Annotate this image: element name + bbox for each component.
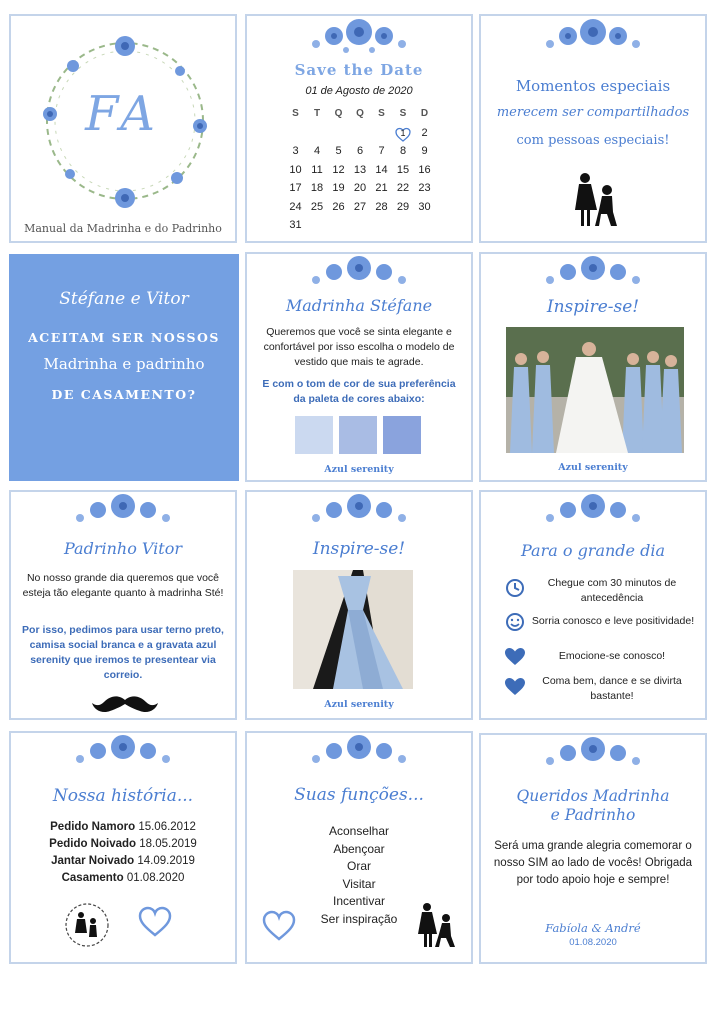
color-swatch (339, 416, 377, 454)
historia-row: Pedido Namoro 15.06.2012 (50, 821, 196, 833)
madrinha-text-blue: E com o tom de cor de sua preferência da paleta de cores abaixo: (262, 378, 456, 405)
calendar-day: 3 (292, 145, 299, 157)
calendar-weekday: Q (356, 108, 364, 119)
historia-row: Casamento 01.08.2020 (61, 872, 185, 884)
calendar-weekday: S (399, 108, 407, 119)
flower-cluster-icon (304, 16, 414, 60)
queridos-title-1: Queridos Madrinha (516, 787, 670, 805)
calendar-day: 9 (421, 145, 428, 157)
list-item: Orar (347, 859, 371, 873)
calendar-day: 31 (289, 219, 302, 231)
historia-card (9, 731, 237, 964)
padrinho-title: Padrinho Vitor (63, 539, 183, 558)
funcoes-card (245, 731, 473, 964)
calendar-day: 22 (396, 182, 410, 194)
heart-outline-icon (261, 909, 297, 943)
calendar-weekday: D (420, 108, 429, 119)
calendar-day: 14 (375, 163, 388, 176)
calendar-day: 26 (332, 200, 345, 213)
color-swatch (383, 416, 421, 454)
queridos-date: 01.08.2020 (569, 937, 617, 948)
moments-line-2: merecem ser compartilhados (496, 105, 690, 120)
calendar-day: 10 (289, 163, 302, 176)
moments-card (479, 14, 707, 243)
flower-cluster-icon (68, 492, 178, 532)
flower-cluster-icon (538, 735, 648, 775)
madrinha-text: Queremos que você se sinta elegante e confortável por isso escolha o modelo de vestido que mais te agrade. (263, 326, 455, 368)
calendar-day: 24 (289, 200, 302, 213)
flower-cluster-icon (304, 733, 414, 773)
calendar-day: 16 (418, 163, 431, 176)
list-item: Visitar (342, 876, 376, 891)
clock-icon (505, 578, 525, 598)
inspire-tie-card (245, 490, 473, 720)
monogram-initials: FA (85, 86, 161, 142)
heart-icon (504, 677, 526, 697)
proposal-silhouette-icon (573, 170, 619, 230)
smile-icon (505, 612, 525, 632)
funcoes-title: Suas funções... (294, 785, 424, 805)
heart-outline-icon (137, 905, 173, 939)
monogram-caption: Manual da Madrinha e do Padrinho (24, 222, 222, 235)
flower-cluster-icon (538, 16, 648, 60)
invite-names: Stéfane e Vitor (59, 289, 189, 309)
calendar-day: 23 (418, 182, 431, 194)
calendar-card (245, 14, 473, 243)
inspire-dress-label: Azul serenity (558, 462, 628, 473)
flower-cluster-icon (538, 254, 648, 294)
flower-cluster-icon (538, 492, 648, 532)
historia-list (11, 819, 235, 887)
inspire-dress-card (479, 252, 707, 482)
grande-dia-card (479, 490, 707, 720)
calendar-day: 12 (332, 163, 345, 176)
calendar-day: 7 (378, 145, 385, 157)
flower-cluster-icon (304, 254, 414, 294)
moments-line-3: com pessoas especiais! (516, 133, 670, 148)
padrinho-text-blue: Por isso, pedimos para usar terno preto, camisa social branca e a gravata azul serenity que iremos te presentear via correio. (22, 624, 224, 681)
madrinha-card (245, 252, 473, 482)
calendar-weekday: Q (334, 108, 343, 119)
calendar-weekday: S (378, 108, 385, 119)
calendar-day: 8 (399, 145, 407, 157)
grande-dia-title: Para o grande dia (520, 541, 665, 560)
queridos-card (479, 733, 707, 964)
grande-dia-item-1: Chegue com 30 minutos de antecedência (547, 577, 677, 604)
calendar-day: 30 (418, 200, 431, 213)
calendar-day: 19 (332, 182, 345, 194)
list-item: Abençoar (333, 841, 385, 856)
calendar-day: 27 (353, 200, 367, 213)
list-item: Ser inspiração (320, 911, 398, 926)
heart-icon (504, 647, 526, 667)
calendar-day: 11 (311, 163, 323, 176)
calendar-day: 5 (335, 145, 342, 157)
invite-line-1: ACEITAM SER NOSSOS (28, 330, 220, 345)
calendar-weekday: T (313, 108, 321, 119)
calendar-day: 21 (375, 182, 388, 194)
monogram-card (9, 14, 237, 243)
grande-dia-item-2: Sorria conosco e leve positividade! (531, 615, 695, 627)
calendar-day: 6 (356, 145, 364, 157)
proposal-silhouette-icon (417, 901, 457, 951)
mustache-icon (92, 694, 158, 714)
calendar-day: 15 (396, 163, 410, 176)
grande-dia-item-4: Coma bem, dance e se divirta bastante! (542, 675, 682, 702)
calendar-day: 20 (353, 182, 367, 194)
calendar-day: 13 (353, 163, 367, 176)
calendar-day: 29 (396, 200, 410, 213)
madrinha-color-label: Azul serenity (324, 464, 394, 475)
calendar-day: 17 (289, 182, 302, 194)
calendar-grid (285, 108, 440, 238)
calendar-day: 28 (375, 200, 388, 213)
tie-photo (293, 570, 413, 689)
invite-line-2: Madrinha e padrinho (43, 355, 205, 373)
invite-card (9, 254, 239, 481)
queridos-signature: Fabíola & André (545, 921, 641, 935)
list-item: Aconselhar (328, 824, 390, 838)
historia-row: Pedido Noivado 18.05.2019 (49, 838, 197, 850)
inspire-title: Inspire-se! (546, 297, 640, 317)
padrinho-text: No nosso grande dia queremos que você esteja tão elegante quanto à madrinha Sté! (22, 572, 224, 599)
invite-line-3: DE CASAMENTO? (51, 387, 197, 402)
padrinho-card (9, 490, 237, 720)
color-swatch (295, 416, 333, 454)
flower-cluster-icon (304, 492, 414, 532)
calendar-weekday: S (292, 108, 299, 119)
calendar-day: 18 (310, 182, 324, 194)
historia-row: Jantar Noivado 14.09.2019 (51, 855, 195, 867)
list-item: Incentivar (332, 894, 386, 908)
inspire-tie-label: Azul serenity (324, 699, 394, 710)
madrinha-title: Madrinha Stéfane (285, 296, 433, 315)
couple-wreath-icon (63, 901, 111, 949)
inspire-tie-title: Inspire-se! (312, 539, 406, 559)
calendar-day-heart: 1 (393, 127, 414, 139)
moments-line-1: Momentos especiais (515, 77, 671, 95)
calendar-day: 2 (421, 126, 428, 139)
historia-title: Nossa história... (52, 786, 194, 806)
calendar-date: 01 de Agosto de 2020 (305, 85, 413, 97)
bridesmaids-photo (506, 327, 684, 453)
calendar-day: 25 (310, 200, 324, 213)
grande-dia-item-3: Emocione-se conosco! (558, 650, 666, 662)
save-the-date-title: Save the Date (294, 61, 424, 79)
queridos-text: Será uma grande alegria comemorar o nosso SIM ao lado de vocês! Obrigada por todo apoio hoje e sempre! (493, 840, 693, 886)
calendar-day: 4 (313, 145, 321, 157)
flower-cluster-icon (68, 733, 178, 773)
queridos-title-2: e Padrinho (550, 806, 636, 824)
color-palette (295, 416, 427, 456)
